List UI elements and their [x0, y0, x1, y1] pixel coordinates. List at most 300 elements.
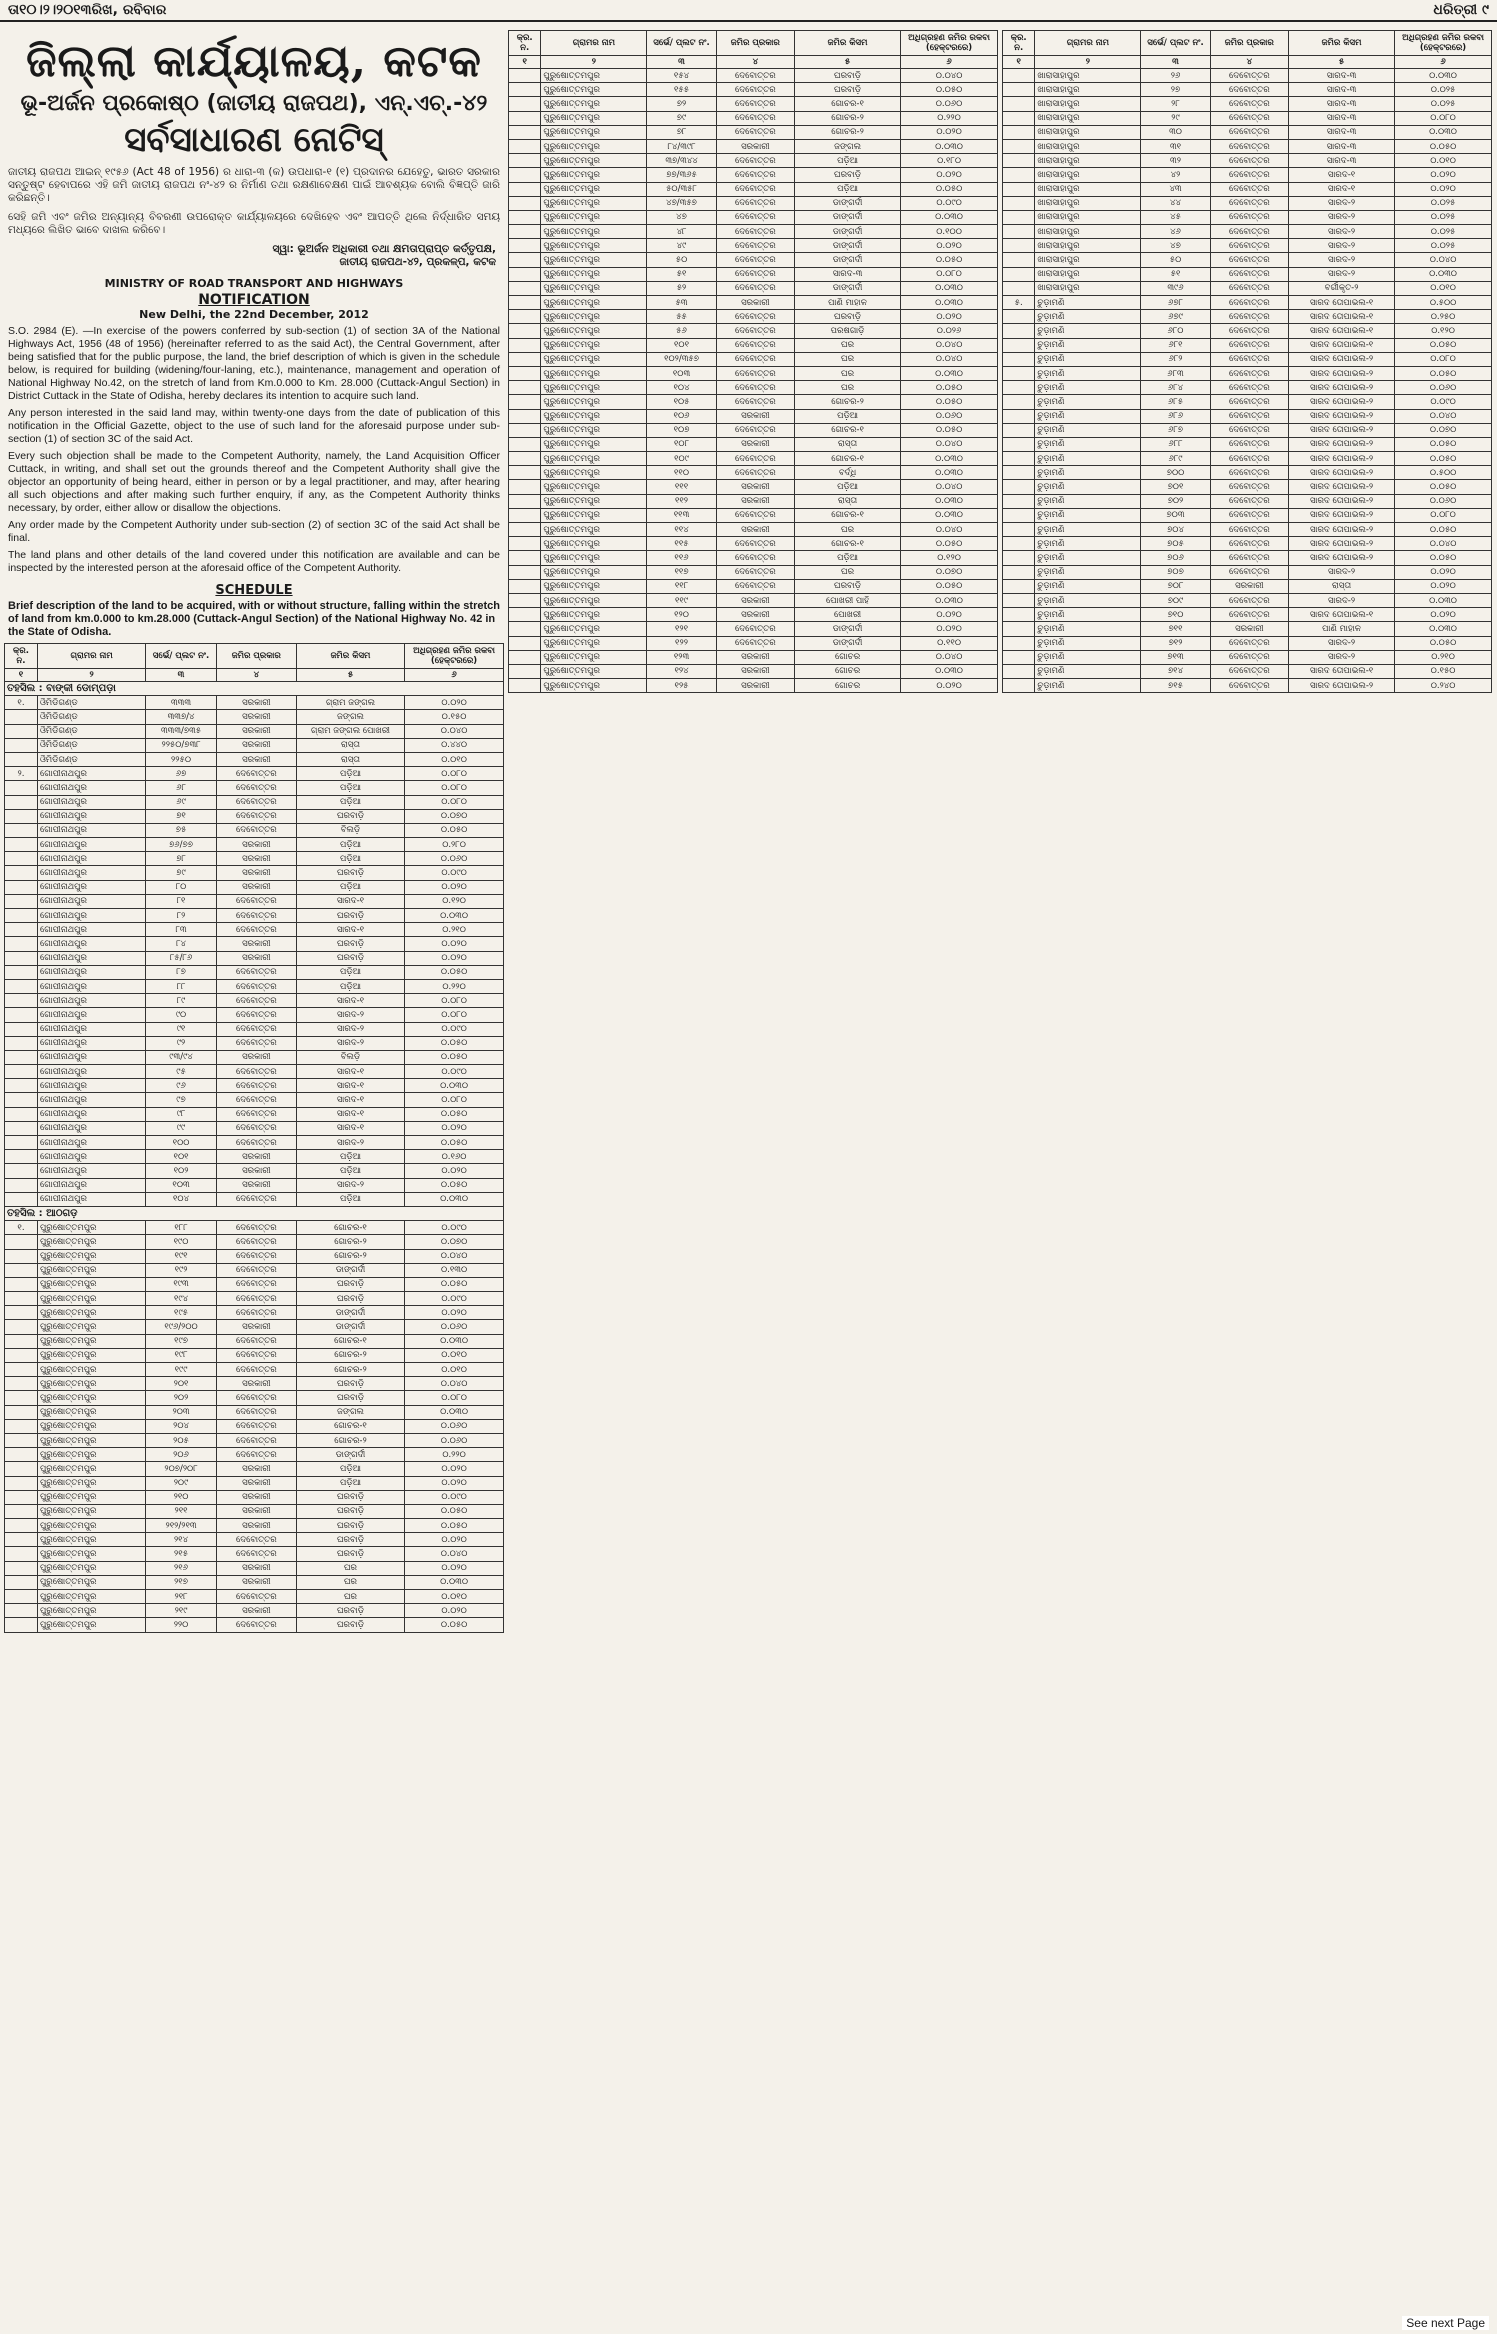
cell-type: ଦେବୋତ୍ତର: [216, 1363, 296, 1377]
table-row: [1003, 650, 1492, 664]
cell-type: ଦେବୋତ୍ତର: [216, 1121, 296, 1135]
table-row: [5, 809, 504, 823]
cell-type: ଦେବୋତ୍ତର: [716, 551, 794, 565]
table-header-row: [5, 644, 504, 669]
cell-kism: ସାରଦ ତୋପାଭଲ-୨: [1289, 679, 1395, 693]
cell-sl: [1003, 636, 1035, 650]
table-row: [1003, 679, 1492, 693]
cell-type: ଦେବୋତ୍ତର: [716, 310, 794, 324]
table-row: [509, 225, 998, 239]
cell-kism: ଘରବାଡ଼ି: [296, 1604, 404, 1618]
cell-kism: ସାରଦ ତୋପାଭଲ-୨: [1289, 551, 1395, 565]
cell-type: ସରକାରୀ: [216, 752, 296, 766]
cell-village: ପୁରୁଷୋତ୍ତମପୁର: [37, 1391, 145, 1405]
table-row: [5, 1036, 504, 1050]
cell-plot: ୧୮୮: [146, 1221, 217, 1235]
cell-sl: [5, 1164, 38, 1178]
cell-type: ଦେବୋତ୍ତର: [716, 366, 794, 380]
cell-area: ୦.୦୫୦: [405, 1277, 504, 1291]
cell-plot: ୨୧୯: [146, 1604, 217, 1618]
cell-area: ୦.୧୨୦: [405, 894, 504, 908]
cell-plot: ୧୯୦: [146, 1235, 217, 1249]
table-row: [509, 338, 998, 352]
cell-sl: [5, 1519, 38, 1533]
cell-sl: [5, 1065, 38, 1079]
cell-plot: ୨୦୯: [146, 1476, 217, 1490]
cell-sl: [509, 437, 541, 451]
cell-plot: ୨୦୫: [146, 1433, 217, 1447]
cell-kism: ବିଲଡ଼ି: [296, 823, 404, 837]
cell-sl: [1003, 239, 1035, 253]
cell-type: ସରକାରୀ: [216, 738, 296, 752]
cell-plot: ୭୧୩: [1141, 650, 1210, 664]
cell-village: ପୁରୁଷୋତ୍ତମପୁର: [37, 1590, 145, 1604]
cell-village: ଖାରାସାହାପୁର: [1035, 182, 1141, 196]
cell-sl: [5, 1050, 38, 1064]
cell-plot: ୨୮: [1141, 97, 1210, 111]
cell-village: ଚୁଡ଼ାମଣି: [1035, 636, 1141, 650]
signature-line: ସ୍ୱା: ଭୂଅର୍ଜନ ଅଧିକାରୀ ତଥା କ୍ଷମତାପ୍ରାପ୍ତ କର୍ତ୍ତୃପକ୍ଷ,: [272, 243, 496, 255]
cell-kism: ସାରଦ-୨: [296, 1022, 404, 1036]
cell-type: ଦେବୋତ୍ତର: [1210, 636, 1288, 650]
cell-village: ଖାରାସାହାପୁର: [1035, 267, 1141, 281]
cell-plot: ୧୯୩: [146, 1277, 217, 1291]
cell-village: ପୁରୁଷୋତ୍ତମପୁର: [541, 452, 647, 466]
cell-type: ସରକାରୀ: [216, 866, 296, 880]
cell-kism: ପଡ଼ିଆ: [296, 795, 404, 809]
cell-plot: ୮୯: [146, 994, 217, 1008]
cell-village: ଖାରାସାହାପୁର: [1035, 125, 1141, 139]
cell-sl: [5, 1419, 38, 1433]
cell-plot: ୫୬: [647, 324, 716, 338]
cell-plot: ୧୯୫: [146, 1306, 217, 1320]
cell-type: ଦେବୋତ୍ତର: [216, 1391, 296, 1405]
cell-type: ଦେବୋତ୍ତର: [716, 508, 794, 522]
table-row: [5, 909, 504, 923]
cell-sl: [1003, 551, 1035, 565]
cell-village: ଖାରାସାହାପୁର: [1035, 83, 1141, 97]
cell-village: ପୁରୁଷୋତ୍ତମପୁର: [541, 154, 647, 168]
cell-area: ୦.୦୪୦: [405, 1377, 504, 1391]
cell-type: ଦେବୋତ୍ତର: [216, 1065, 296, 1079]
cell-area: ୦.୦୨୦: [405, 1462, 504, 1476]
cell-area: ୦.୦୬୦: [405, 1433, 504, 1447]
cell-area: ୦.୦୪୦: [901, 69, 998, 83]
cell-sl: [5, 1022, 38, 1036]
cell-type: ଦେବୋତ୍ତର: [1210, 125, 1288, 139]
cell-village: ପୁରୁଷୋତ୍ତମପୁର: [541, 125, 647, 139]
cell-kism: ଘରବାଡ଼ି: [296, 1533, 404, 1547]
cell-sl: [1003, 196, 1035, 210]
cell-plot: ୧୯୪: [146, 1292, 217, 1306]
table-row: [5, 951, 504, 965]
cell-sl: [1003, 69, 1035, 83]
cell-area: ୦.୦୫୦: [1395, 636, 1492, 650]
cell-sl: [509, 494, 541, 508]
cell-village: ଗୋପୀନାଥପୁର: [37, 781, 145, 795]
cell-sl: [1003, 579, 1035, 593]
cell-sl: [1003, 608, 1035, 622]
col-type: ଜମିର ପ୍ରକାର: [216, 644, 296, 669]
cell-type: ସରକାରୀ: [216, 1164, 296, 1178]
cell-sl: [509, 608, 541, 622]
cell-village: ପୁରୁଷୋତ୍ତମପୁର: [37, 1575, 145, 1589]
cell-village: ଗୋପୀନାଥପୁର: [37, 965, 145, 979]
cell-plot: ୨୦୨: [146, 1391, 217, 1405]
table-row: [509, 480, 998, 494]
table-row: [1003, 480, 1492, 494]
cell-plot: ୮୭: [146, 965, 217, 979]
cell-kism: ଗୋଚର-୧: [795, 537, 901, 551]
cell-kism: ଘରବାଡ଼ି: [296, 1618, 404, 1632]
cell-type: ସରକାରୀ: [1210, 579, 1288, 593]
cell-type: ଦେବୋତ୍ତର: [216, 767, 296, 781]
cell-type: ଦେବୋତ୍ତର: [1210, 437, 1288, 451]
cell-sl: [5, 710, 38, 724]
cell-kism: ସାରଦ-୩: [1289, 139, 1395, 153]
table-row: [509, 650, 998, 664]
cell-village: ଗୋପୀନାଥପୁର: [37, 1136, 145, 1150]
cell-kism: ଘରବାଡ଼ି: [296, 1377, 404, 1391]
cell-area: ୦.୨୨୦: [405, 1448, 504, 1462]
cell-area: ୦.୦୯୦: [405, 1065, 504, 1079]
cell-sl: [5, 994, 38, 1008]
cell-kism: ସାରଦ ତୋପାଭଲ-୨: [1289, 395, 1395, 409]
cell-plot: ୫୦/୩୫୮: [647, 182, 716, 196]
cell-kism: ସାରଦ-୩: [1289, 154, 1395, 168]
table-row: [5, 1150, 504, 1164]
cell-village: ଗୋପୀନାଥପୁର: [37, 795, 145, 809]
cell-sl: [509, 480, 541, 494]
cell-sl: [1003, 168, 1035, 182]
cell-village: ପୁରୁଷୋତ୍ତମପୁର: [541, 281, 647, 295]
cell-kism: ଡାଙ୍ଗର୍ଦୀ: [296, 1448, 404, 1462]
table-row: [509, 537, 998, 551]
cell-sl: [1003, 381, 1035, 395]
cell-plot: ୧୦୩: [146, 1178, 217, 1192]
cell-type: ଦେବୋତ୍ତର: [1210, 650, 1288, 664]
cell-sl: [5, 1107, 38, 1121]
cell-village: ପୁରୁଷୋତ୍ତମପୁର: [541, 168, 647, 182]
cell-area: ୦.୦୫୦: [901, 83, 998, 97]
cell-plot: ୧୯୬/୨୦୦: [146, 1320, 217, 1334]
cell-village: ଚୁଡ଼ାମଣି: [1035, 409, 1141, 423]
cell-village: ଚୁଡ଼ାମଣି: [1035, 579, 1141, 593]
table-row: [509, 310, 998, 324]
cell-sl: [509, 281, 541, 295]
table-row: [1003, 253, 1492, 267]
cell-plot: ୧୦୦: [146, 1136, 217, 1150]
cell-kism: ଗ୍ରାମ ଜଙ୍ଗଲ: [296, 696, 404, 710]
cell-kism: ସାରଦ-୨: [1289, 636, 1395, 650]
cell-area: ୦.୦୨୦: [405, 1121, 504, 1135]
cell-area: ୦.୦୫୦: [405, 823, 504, 837]
cell-village: ପୁରୁଷୋତ୍ତମପୁର: [541, 111, 647, 125]
cell-village: ପୁରୁଷୋତ୍ତମପୁର: [37, 1235, 145, 1249]
cell-village: ପୁରୁଷୋତ୍ତମପୁର: [541, 381, 647, 395]
cell-type: ସରକାରୀ: [716, 593, 794, 607]
cell-plot: ୪୪: [1141, 196, 1210, 210]
cell-village: ପୁରୁଷୋତ୍ତମପୁର: [37, 1249, 145, 1263]
cell-sl: [5, 951, 38, 965]
cell-type: ଦେବୋତ୍ତର: [716, 395, 794, 409]
cell-type: ଦେବୋତ୍ତର: [1210, 210, 1288, 224]
cell-kism: ଘରବାଡ଼ି: [795, 69, 901, 83]
cell-village: ପୁରୁଷୋତ୍ତମପୁର: [541, 579, 647, 593]
table-row: [1003, 338, 1492, 352]
cell-plot: ୧୧୯: [647, 593, 716, 607]
cell-sl: [5, 1334, 38, 1348]
col-plot: ସର୍ଭେ/ ପ୍ଲଟ ନଂ.: [1141, 31, 1210, 56]
table-row: [1003, 423, 1492, 437]
cell-type: ସରକାରୀ: [716, 437, 794, 451]
cell-sl: [5, 1136, 38, 1150]
cell-type: ସରକାରୀ: [716, 409, 794, 423]
cell-area: ୦.୧୮୦: [901, 154, 998, 168]
table-row: [1003, 296, 1492, 310]
cell-kism: ସାରଦ-୩: [1289, 125, 1395, 139]
cell-type: ଦେବୋତ୍ତର: [716, 168, 794, 182]
cell-area: ୦.୦୧୦: [405, 1363, 504, 1377]
cell-type: ଦେବୋତ୍ତର: [716, 83, 794, 97]
cell-plot: ୧୨୦: [647, 608, 716, 622]
cell-type: ଦେବୋତ୍ତର: [1210, 508, 1288, 522]
cell-village: ପୁରୁଷୋତ୍ତମପୁର: [541, 83, 647, 97]
cell-type: ସରକାରୀ: [216, 724, 296, 738]
cell-village: ଗୋପୀନାଥପୁର: [37, 979, 145, 993]
cell-plot: ୧୯୭: [146, 1334, 217, 1348]
cell-kism: ସାରଦ ତୋପାଭଲ-୨: [1289, 381, 1395, 395]
cell-sl: [1003, 125, 1035, 139]
cell-type: ଦେବୋତ୍ତର: [716, 381, 794, 395]
col-number: ୧: [5, 669, 38, 682]
cell-area: ୦.୦୩୦: [901, 296, 998, 310]
cell-type: ଦେବୋତ୍ତର: [216, 909, 296, 923]
cell-area: ୦.୦୫୦: [1395, 480, 1492, 494]
cell-sl: [1003, 310, 1035, 324]
cell-sl: [509, 210, 541, 224]
tehsil-row: [5, 1206, 504, 1220]
cell-type: ସରକାରୀ: [216, 1150, 296, 1164]
cell-village: ଗୋପୀନାଥପୁର: [37, 937, 145, 951]
table-row: [509, 281, 998, 295]
cell-type: ଦେବୋତ୍ତର: [716, 636, 794, 650]
cell-kism: ଗୋଚର-୨: [296, 1363, 404, 1377]
cell-kism: ସାରଦ-୧: [296, 1065, 404, 1079]
cell-type: ଦେବୋତ୍ତର: [1210, 395, 1288, 409]
cell-village: ଖାରାସାହାପୁର: [1035, 97, 1141, 111]
cell-plot: ୭୦୬: [1141, 551, 1210, 565]
cell-sl: [5, 937, 38, 951]
table-row: [5, 1235, 504, 1249]
cell-area: ୦.୦୨୦: [901, 622, 998, 636]
cell-plot: ୭୯: [647, 111, 716, 125]
cell-kism: ପାଣି ମାହାଳ: [1289, 622, 1395, 636]
cell-village: ଚୁଡ଼ାମଣି: [1035, 324, 1141, 338]
cell-area: ୦.୦୫୦: [405, 1504, 504, 1518]
cell-type: ସରକାରୀ: [216, 1050, 296, 1064]
cell-kism: ପଡ଼ିଆ: [296, 979, 404, 993]
cell-village: ଚୁଡ଼ାମଣି: [1035, 381, 1141, 395]
cell-kism: ଘରବାଡ଼ି: [296, 1277, 404, 1291]
cell-plot: ୭୦୧: [1141, 480, 1210, 494]
cell-village: ଖାରାସାହାପୁର: [1035, 111, 1141, 125]
col-number: ୪: [716, 56, 794, 69]
cell-type: ଦେବୋତ୍ତର: [1210, 253, 1288, 267]
col-area: ଅଧିଗ୍ରହଣ ଜମିର ରକବା (ହେକ୍ଟରରେ): [1395, 31, 1492, 56]
cell-kism: ସାରଦ ତୋପାଭଲ-୨: [1289, 494, 1395, 508]
cell-type: ଦେବୋତ୍ତର: [1210, 523, 1288, 537]
cell-kism: ସାରଦ-୨: [296, 1136, 404, 1150]
cell-sl: [509, 593, 541, 607]
table-row: [5, 866, 504, 880]
project-title: ଭୂ-ଅର୍ଜନ ପ୍ରକୋଷ୍ଠ (ଜାତୀୟ ରାଜପଥ), ଏନ୍.ଏଚ୍.-୪୨: [20, 91, 488, 116]
cell-plot: ୭୧: [146, 809, 217, 823]
cell-kism: ପଡ଼ିଆ: [296, 1164, 404, 1178]
cell-type: ସରକାରୀ: [216, 838, 296, 852]
cell-village: ଖାରାସାହାପୁର: [1035, 154, 1141, 168]
cell-plot: ୧୧୧: [647, 480, 716, 494]
cell-sl: ୫.: [1003, 296, 1035, 310]
cell-plot: ୧୯୯: [146, 1363, 217, 1377]
cell-kism: ସାରଦ-୨: [1289, 253, 1395, 267]
cell-area: ୦.୦୨୦: [405, 951, 504, 965]
cell-sl: [1003, 97, 1035, 111]
cell-plot: ୨୦୪: [146, 1419, 217, 1433]
cell-plot: ୬୮୫: [1141, 395, 1210, 409]
col-number: ୫: [296, 669, 404, 682]
cell-village: ଗୋପୀନାଥପୁର: [37, 923, 145, 937]
cell-village: ଗୋପୀନାଥପୁର: [37, 809, 145, 823]
cell-village: ପୁରୁଷୋତ୍ତମପୁର: [541, 69, 647, 83]
cell-area: ୦.୦୨୦: [1395, 608, 1492, 622]
cell-kism: ପଡ଼ିଆ: [795, 480, 901, 494]
table-row: [1003, 551, 1492, 565]
cell-village: ଗୋପୀନାଥପୁର: [37, 1121, 145, 1135]
cell-plot: ୧୦୭: [647, 423, 716, 437]
cell-sl: [509, 423, 541, 437]
cell-sl: [509, 537, 541, 551]
cell-sl: [509, 111, 541, 125]
table-row: [1003, 366, 1492, 380]
table-row: [5, 1306, 504, 1320]
table-row: [1003, 310, 1492, 324]
cell-kism: ଗୋଚର-୨: [296, 1235, 404, 1249]
cell-kism: ସାରଦ ତୋପାଭଲ-୨: [1289, 537, 1395, 551]
table-row: [5, 1121, 504, 1135]
cell-kism: ପଡ଼ିଆ: [296, 767, 404, 781]
cell-kism: ପଡ଼ିଆ: [296, 838, 404, 852]
table-row: [509, 139, 998, 153]
table-row: [5, 1320, 504, 1334]
cell-plot: ୭୦୩: [1141, 508, 1210, 522]
cell-sl: [1003, 267, 1035, 281]
cell-area: ୦.୦୮୦: [1395, 508, 1492, 522]
cell-type: ଦେବୋତ୍ତର: [1210, 324, 1288, 338]
cell-plot: ୧୫୫: [647, 83, 716, 97]
cell-type: ଦେବୋତ୍ତର: [1210, 381, 1288, 395]
cell-type: ଦେବୋତ୍ତର: [216, 781, 296, 795]
table-row: [5, 880, 504, 894]
cell-sl: [1003, 480, 1035, 494]
cell-village: ଗୋପୀନାଥପୁର: [37, 823, 145, 837]
cell-area: ୦.୦୯୦: [405, 1292, 504, 1306]
cell-plot: ୧୫୪: [647, 69, 716, 83]
cell-type: ଦେବୋତ୍ତର: [216, 1292, 296, 1306]
cell-village: ପୁରୁଷୋତ୍ତମପୁର: [541, 395, 647, 409]
cell-kism: ସାରଦ ତୋପାଭଲ-୨: [1289, 466, 1395, 480]
table-row: [5, 1604, 504, 1618]
cell-area: ୦.୦୨୫: [1395, 83, 1492, 97]
cell-type: ଦେବୋତ୍ତର: [1210, 97, 1288, 111]
cell-plot: ୭୧୫: [1141, 679, 1210, 693]
cell-type: ସରକାରୀ: [216, 1575, 296, 1589]
table-row: [509, 366, 998, 380]
column-number-row: [1003, 56, 1492, 69]
cell-sl: [5, 1405, 38, 1419]
cell-type: ଦେବୋତ୍ତର: [216, 1136, 296, 1150]
table-row: [1003, 395, 1492, 409]
cell-kism: ପରଷଗାଡ଼ି: [795, 324, 901, 338]
cell-sl: [5, 823, 38, 837]
cell-sl: [5, 1618, 38, 1632]
cell-plot: ୨୧୪: [146, 1533, 217, 1547]
see-next-page: See next Page: [1402, 2316, 1489, 2330]
cell-kism: ସାରଦ-୧: [296, 894, 404, 908]
cell-kism: ପଡ଼ିଆ: [296, 1476, 404, 1490]
cell-village: ଚୁଡ଼ାମଣି: [1035, 523, 1141, 537]
table-row: [509, 423, 998, 437]
cell-kism: ଘର: [296, 1590, 404, 1604]
table-row: [509, 409, 998, 423]
cell-type: ସରକାରୀ: [216, 1604, 296, 1618]
cell-type: ଦେବୋତ୍ତର: [216, 1533, 296, 1547]
table-row: [509, 154, 998, 168]
cell-area: ୦.୦୨୦: [405, 696, 504, 710]
cell-sl: [1003, 437, 1035, 451]
table-row: [509, 352, 998, 366]
table-row: [1003, 452, 1492, 466]
cell-type: ଦେବୋତ୍ତର: [216, 1405, 296, 1419]
cell-plot: ୧୦୧: [146, 1150, 217, 1164]
cell-area: ୦.୦୮୦: [1395, 352, 1492, 366]
cell-kism: ଡାଙ୍ଗର୍ଦୀ: [795, 281, 901, 295]
cell-area: ୦.୦୩୦: [1395, 593, 1492, 607]
issue-date: ତା୧୦।୨।୨୦୧୩ରିଖ, ରବିବାର: [8, 2, 167, 18]
cell-area: ୦.୦୨୦: [1395, 182, 1492, 196]
cell-village: ପୁରୁଷୋତ୍ତମପୁର: [541, 480, 647, 494]
cell-area: ୦.୦୪୦: [405, 1249, 504, 1263]
tehsil-row: [5, 682, 504, 696]
cell-kism: ଘରବାଡ଼ି: [795, 83, 901, 97]
table-row: [509, 267, 998, 281]
cell-sl: [5, 1150, 38, 1164]
cell-sl: [5, 1533, 38, 1547]
table-row: [5, 1249, 504, 1263]
cell-plot: ୩୧: [1141, 139, 1210, 153]
cell-plot: ୧୯୮: [146, 1348, 217, 1362]
cell-sl: [5, 1476, 38, 1490]
cell-kism: ସାରଦ-୨: [296, 1036, 404, 1050]
table-row: [509, 452, 998, 466]
cell-plot: ୪୩: [1141, 182, 1210, 196]
cell-village: ପୁରୁଷୋତ୍ତମପୁର: [541, 608, 647, 622]
cell-area: ୦.୦୧୦: [1395, 154, 1492, 168]
cell-village: ଗୋପୀନାଥପୁର: [37, 994, 145, 1008]
table-row: [1003, 381, 1492, 395]
cell-type: ଦେବୋତ୍ତର: [216, 894, 296, 908]
cell-sl: [509, 352, 541, 366]
